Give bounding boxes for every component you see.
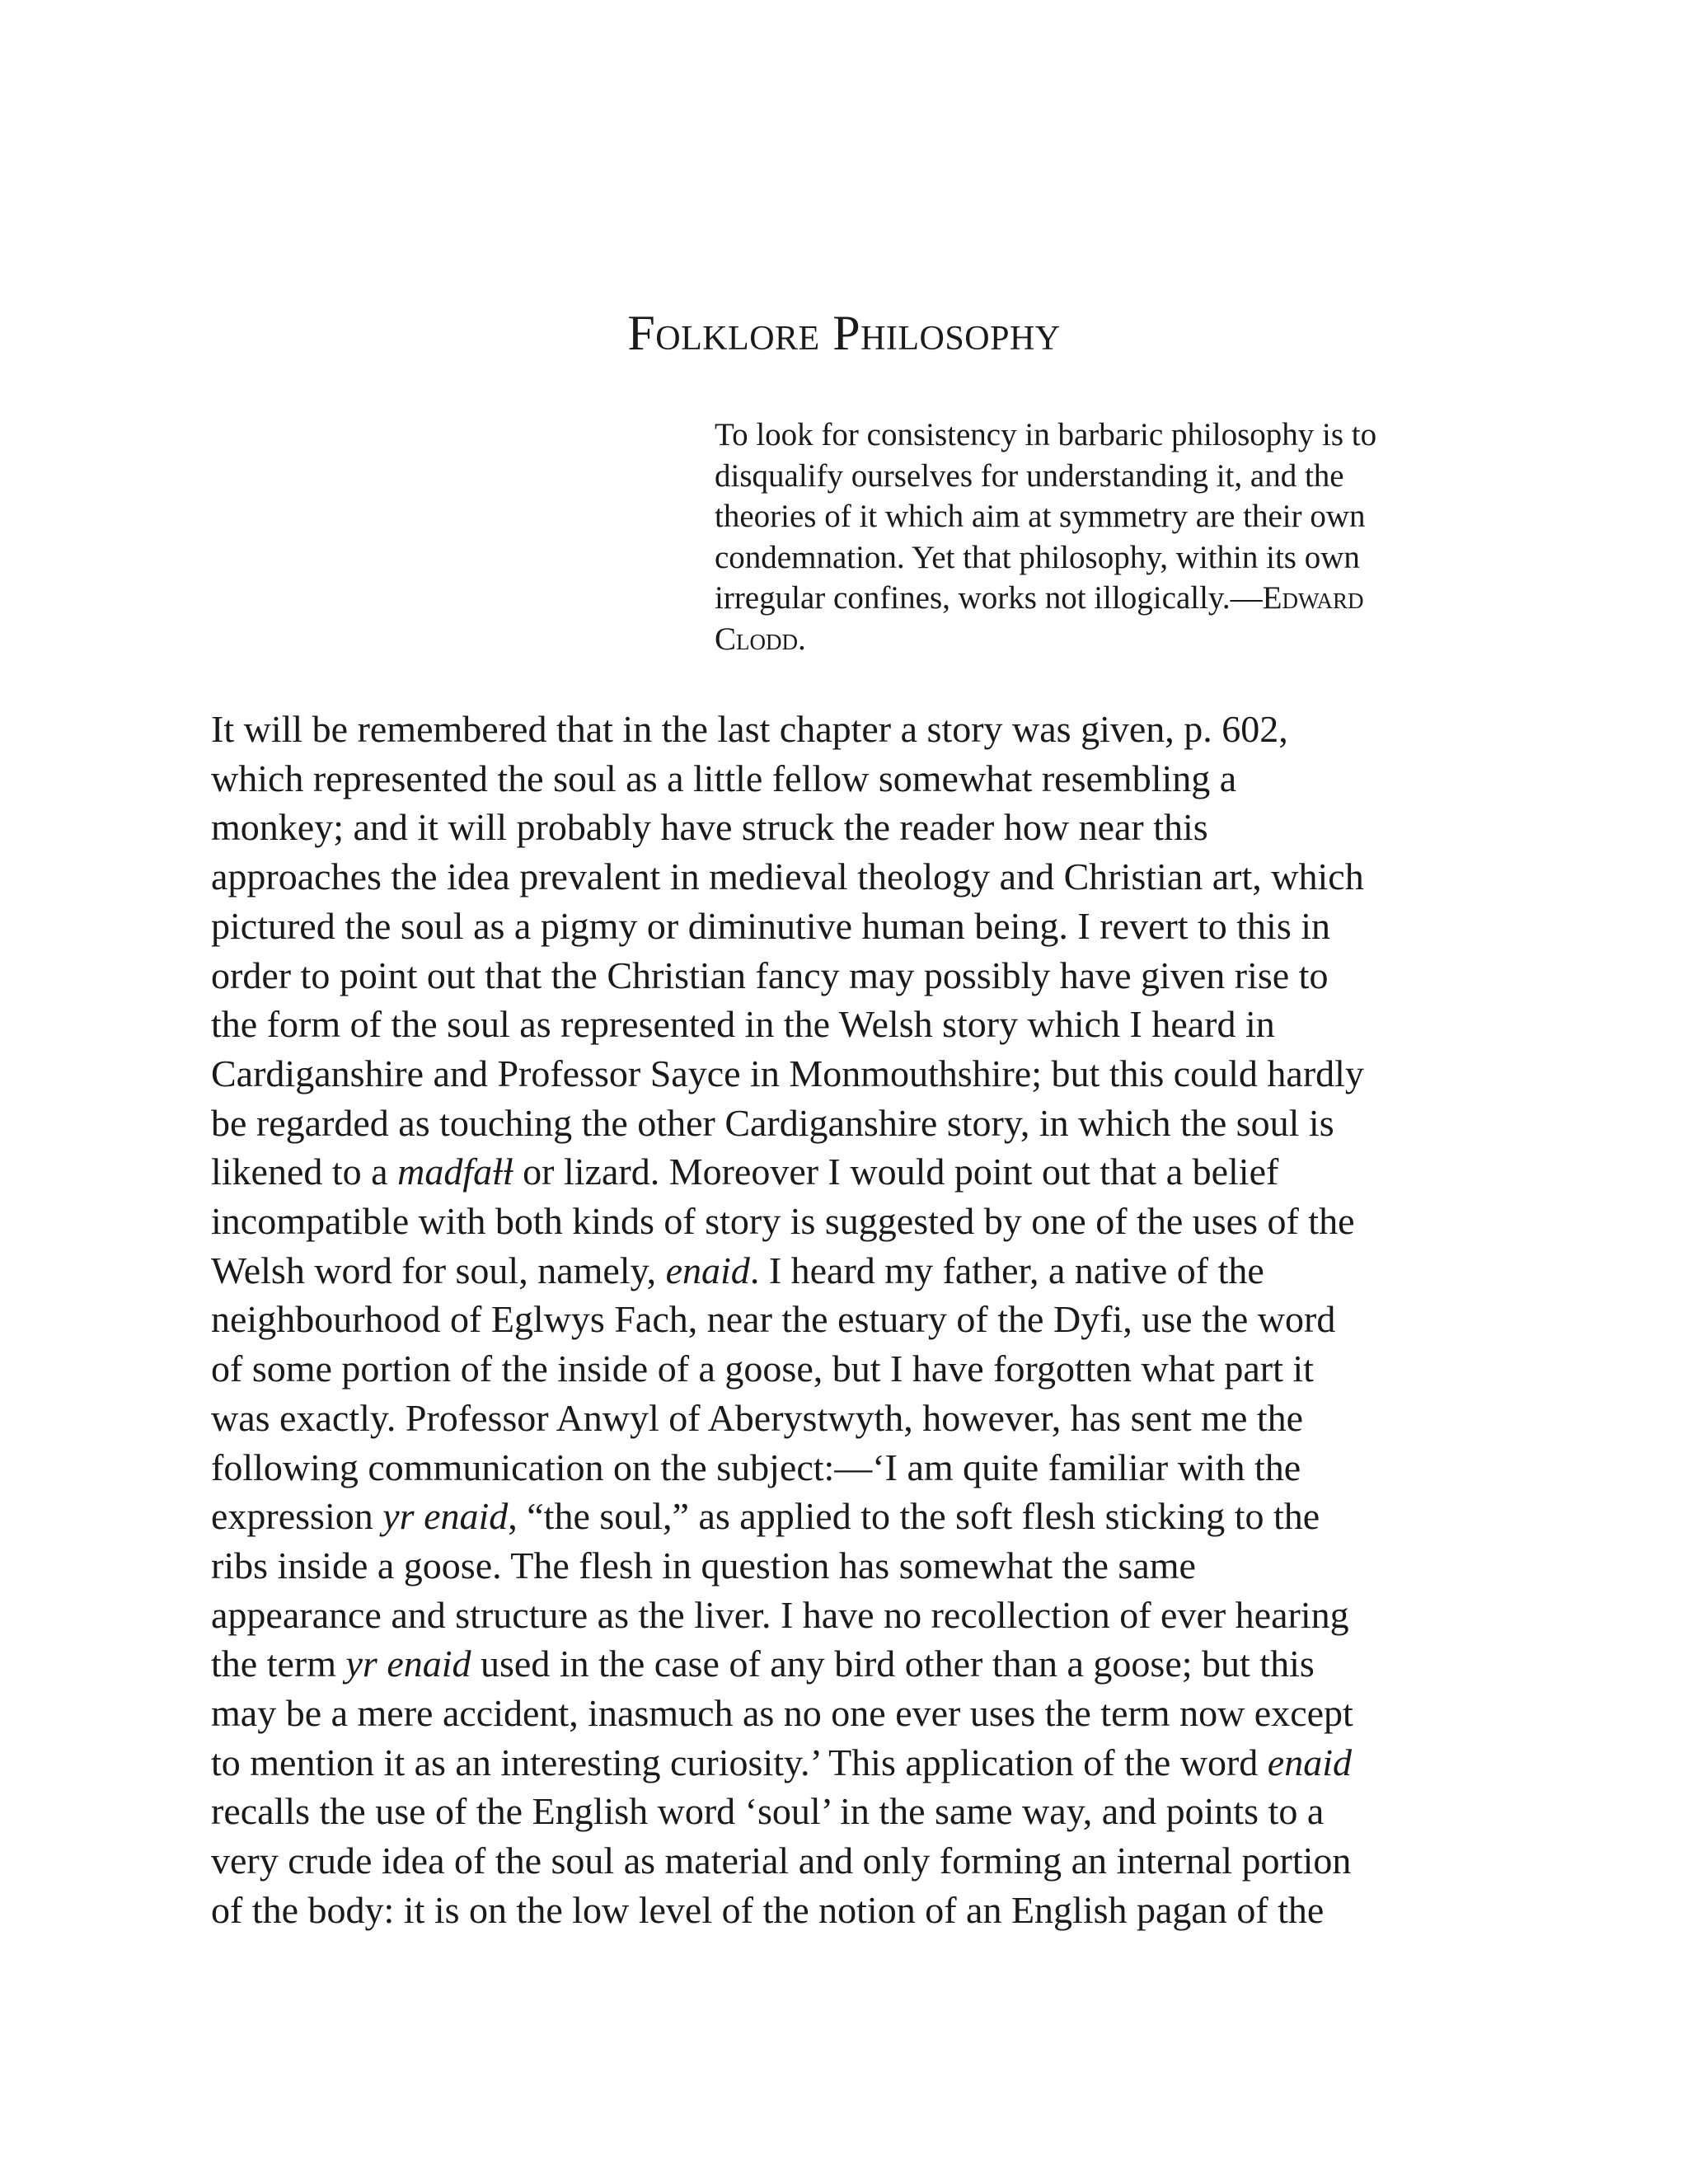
epigraph-line: irregular confines, works not illogically.— — [715, 580, 1263, 616]
epigraph-line: disqualify ourselves for understanding it, and the — [715, 457, 1344, 494]
body-line: ribs inside a goose. The flesh in question has somewhat the same — [211, 1544, 1196, 1586]
body-line: following communication on the subject:—‘I am quite familiar with the — [211, 1446, 1301, 1488]
epigraph-author-last: Clodd — [715, 621, 799, 657]
body-line: order to point out that the Christian fancy may possibly have given rise to — [211, 954, 1329, 996]
body-line: was exactly. Professor Anwyl of Aberystwyth, however, has sent me the — [211, 1396, 1304, 1439]
body-line: of some portion of the inside of a goose, but I have forgotten what part it — [211, 1347, 1314, 1390]
epigraph — [715, 415, 1440, 660]
italic-term: enaid — [1267, 1741, 1352, 1783]
body-line: neighbourhood of Eglwys Fach, near the estuary of the Dyfi, use the word — [211, 1298, 1336, 1341]
body-line: the form of the soul as represented in the Welsh story which I heard in — [211, 1003, 1275, 1046]
body-line: pictured the soul as a pigmy or diminutive human being. I revert to this in — [211, 904, 1331, 947]
body-line: recalls the use of the English word ‘soul’ in the same way, and points to a — [211, 1790, 1325, 1833]
italic-term: enaid — [665, 1249, 750, 1291]
body-line: Cardiganshire and Professor Sayce in Monmouthshire; but this could hardly — [211, 1052, 1364, 1094]
epigraph-line: condemnation. Yet that philosophy, within its own — [715, 539, 1360, 575]
italic-term: yr enaid — [382, 1495, 509, 1538]
epigraph-author-first: Edward — [1262, 580, 1364, 616]
body-line: very crude idea of the soul as material and only forming an internal portion — [211, 1840, 1352, 1882]
body-line: It will be remembered that in the last chapter a story was given, p. 602, — [211, 708, 1288, 750]
italic-term: yr enaid — [345, 1643, 471, 1685]
body-line: incompatible with both kinds of story is suggested by one of the uses of the — [211, 1200, 1355, 1243]
body-line: expression yr enaid, “the soul,” as applied to the soft flesh sticking to the — [211, 1495, 1320, 1538]
body-line: appearance and structure as the liver. I have no recollection of ever hearing — [211, 1593, 1349, 1636]
epigraph-author-end: . — [798, 621, 806, 657]
chapter-title: Folklore Philosophy — [627, 306, 1061, 360]
body-line: be regarded as touching the other Cardiganshire story, in which the soul is — [211, 1101, 1334, 1144]
body-text — [211, 705, 1480, 1935]
italic-term: madfaƚƚ — [397, 1151, 513, 1193]
epigraph-line: To look for consistency in barbaric philosophy is to — [715, 417, 1377, 452]
body-line: monkey; and it will probably have struck the reader how near this — [211, 806, 1208, 849]
body-line: which represented the soul as a little fellow somewhat resembling a — [211, 757, 1237, 799]
body-line: to mention it as an interesting curiosity.’ This application of the word enaid — [211, 1741, 1352, 1783]
body-line: likened to a madfaƚƚ or lizard. Moreover I would point out that a belief — [211, 1151, 1279, 1193]
body-line: the term yr enaid used in the case of any bird other than a goose; but this — [211, 1643, 1315, 1685]
body-line: approaches the idea prevalent in medieval theology and Christian art, which — [211, 855, 1364, 898]
epigraph-line: theories of it which aim at symmetry are their own — [715, 499, 1366, 535]
body-line: may be a mere accident, inasmuch as no one ever uses the term now except — [211, 1692, 1353, 1735]
body-line: of the body: it is on the low level of the notion of an English pagan of the — [211, 1888, 1325, 1931]
body-line: Welsh word for soul, namely, enaid. I heard my father, a native of the — [211, 1249, 1264, 1291]
